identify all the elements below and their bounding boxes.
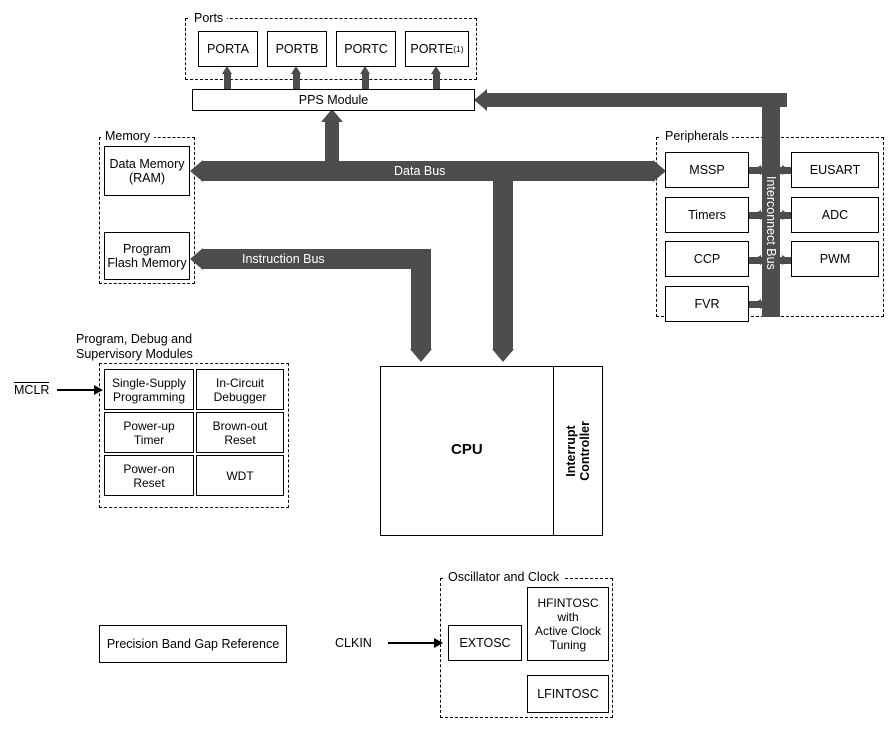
oscillator-hfintosc-line1: HFINTOSC bbox=[537, 596, 599, 610]
bus-data-down-arrow bbox=[492, 349, 514, 362]
signal-clkin-arrow bbox=[434, 638, 443, 648]
peripheral-pwm-label: PWM bbox=[819, 252, 851, 266]
memory-data-memory[interactable] bbox=[104, 146, 190, 196]
peripheral-pwm[interactable] bbox=[791, 241, 879, 277]
peripheral-adc-label: ADC bbox=[821, 208, 849, 222]
peripheral-ccp[interactable] bbox=[665, 241, 749, 277]
bus-data-label: Data Bus bbox=[394, 164, 446, 178]
port-porte-label: PORTE bbox=[410, 42, 454, 56]
signal-clkin-label: CLKIN bbox=[335, 636, 372, 650]
group-oscillator-label: Oscillator and Clock bbox=[444, 570, 563, 584]
signal-mclr-label: MCLR bbox=[14, 383, 50, 397]
supervisory-bor-line1: Brown-out bbox=[212, 418, 268, 433]
peripheral-eusart[interactable] bbox=[791, 152, 879, 188]
supervisory-por-line2: Reset bbox=[133, 475, 165, 490]
oscillator-extosc-label: EXTOSC bbox=[459, 636, 511, 650]
oscillator-hfintosc[interactable] bbox=[527, 587, 609, 661]
port-portc-label: PORTC bbox=[344, 42, 388, 56]
cpu-label: CPU bbox=[451, 441, 483, 458]
interconnect-pwm-arrow bbox=[782, 255, 790, 265]
interconnect-adc-arrow bbox=[782, 210, 790, 220]
pps-to-porte-line bbox=[433, 74, 440, 90]
interconnect-timers-arrow bbox=[753, 210, 761, 220]
port-portb[interactable] bbox=[267, 31, 327, 67]
oscillator-lfintosc-label: LFINTOSC bbox=[537, 687, 599, 701]
memory-data-memory-label-line1: Data Memory bbox=[109, 157, 185, 171]
oscillator-hfintosc-line2: with bbox=[557, 610, 579, 624]
peripheral-eusart-label: EUSART bbox=[809, 163, 861, 177]
group-supervisory-label-line2: Supervisory Modules bbox=[76, 347, 193, 361]
oscillator-lfintosc[interactable] bbox=[527, 675, 609, 713]
group-supervisory-label-line1: Program, Debug and bbox=[76, 332, 193, 346]
port-portb-label: PORTB bbox=[275, 42, 319, 56]
port-porte-note: (1) bbox=[453, 44, 464, 54]
bus-pps-arrow-left bbox=[474, 89, 487, 111]
interconnect-mssp-arrow bbox=[753, 165, 761, 175]
precision-band-gap-reference[interactable] bbox=[99, 625, 287, 663]
supervisory-ssp-line2: Programming bbox=[112, 389, 186, 404]
signal-mclr-arrow bbox=[94, 385, 103, 395]
bus-instruction-down bbox=[411, 249, 431, 349]
memory-program-flash-label-line1: Program bbox=[123, 242, 171, 256]
oscillator-extosc[interactable] bbox=[448, 625, 522, 661]
interrupt-controller-block[interactable] bbox=[553, 366, 603, 536]
pps-to-portc-line bbox=[362, 74, 369, 90]
memory-data-memory-label-line2: (RAM) bbox=[128, 171, 166, 185]
memory-program-flash-label-line2: Flash Memory bbox=[107, 256, 187, 270]
supervisory-power-up-timer[interactable] bbox=[104, 412, 194, 453]
peripheral-mssp-label: MSSP bbox=[689, 163, 725, 177]
interconnect-eusart-arrow bbox=[782, 165, 790, 175]
port-porta[interactable] bbox=[198, 31, 258, 67]
supervisory-single-supply-programming[interactable] bbox=[104, 369, 194, 410]
supervisory-por-line1: Power-on bbox=[123, 461, 175, 476]
supervisory-bor-line2: Reset bbox=[224, 432, 256, 447]
oscillator-hfintosc-line3: Active Clock bbox=[534, 624, 602, 638]
port-porta-label: PORTA bbox=[207, 42, 249, 56]
pps-module[interactable] bbox=[192, 89, 475, 111]
peripheral-mssp[interactable] bbox=[665, 152, 749, 188]
group-peripherals-label: Peripherals bbox=[661, 129, 732, 143]
supervisory-put-line2: Timer bbox=[133, 432, 165, 447]
supervisory-in-circuit-debugger[interactable] bbox=[196, 369, 284, 410]
bus-instruction-down-arrow bbox=[410, 349, 432, 362]
pps-to-portb-line bbox=[293, 74, 300, 90]
supervisory-ssp-line1: Single-Supply bbox=[111, 375, 187, 390]
bus-instruction-label: Instruction Bus bbox=[242, 252, 325, 266]
pps-to-porta-arrow bbox=[222, 66, 232, 74]
pps-to-portb-arrow bbox=[291, 66, 301, 74]
signal-mclr-line bbox=[57, 389, 95, 391]
signal-clkin-line bbox=[388, 642, 435, 644]
pps-module-label: PPS Module bbox=[298, 93, 369, 107]
group-memory-label: Memory bbox=[101, 129, 154, 143]
memory-program-flash[interactable] bbox=[104, 232, 190, 280]
oscillator-hfintosc-line4: Tuning bbox=[549, 638, 587, 652]
bus-data-down bbox=[493, 181, 513, 349]
bus-interconnect-label: Interconnect Bus bbox=[764, 176, 778, 270]
supervisory-icd-line1: In-Circuit bbox=[215, 375, 264, 390]
peripheral-timers[interactable] bbox=[665, 197, 749, 233]
peripheral-fvr-label: FVR bbox=[694, 297, 720, 311]
pps-to-porte-arrow bbox=[431, 66, 441, 74]
bus-pps-to-interconnect bbox=[487, 93, 787, 107]
bus-data-arrow-left bbox=[190, 160, 203, 182]
interconnect-fvr-arrow bbox=[753, 299, 761, 309]
supervisory-power-on-reset[interactable] bbox=[104, 455, 194, 496]
port-porte[interactable] bbox=[405, 31, 469, 67]
interrupt-controller-label: Interrupt Controller bbox=[564, 421, 592, 481]
pps-to-portc-arrow bbox=[360, 66, 370, 74]
port-portc[interactable] bbox=[336, 31, 396, 67]
precision-band-gap-reference-label: Precision Band Gap Reference bbox=[106, 637, 280, 651]
bus-instruction-arrow-left bbox=[190, 248, 203, 270]
supervisory-wdt-label: WDT bbox=[226, 468, 254, 483]
peripheral-ccp-label: CCP bbox=[693, 252, 721, 266]
peripheral-fvr[interactable] bbox=[665, 286, 749, 322]
peripheral-timers-label: Timers bbox=[688, 208, 726, 222]
supervisory-brown-out-reset[interactable] bbox=[196, 412, 284, 453]
pps-to-porta-line bbox=[224, 74, 231, 90]
peripheral-adc[interactable] bbox=[791, 197, 879, 233]
supervisory-icd-line2: Debugger bbox=[213, 389, 267, 404]
supervisory-put-line1: Power-up bbox=[123, 418, 175, 433]
supervisory-wdt[interactable] bbox=[196, 455, 284, 496]
interconnect-ccp-arrow bbox=[753, 255, 761, 265]
group-ports-label: Ports bbox=[190, 11, 227, 25]
